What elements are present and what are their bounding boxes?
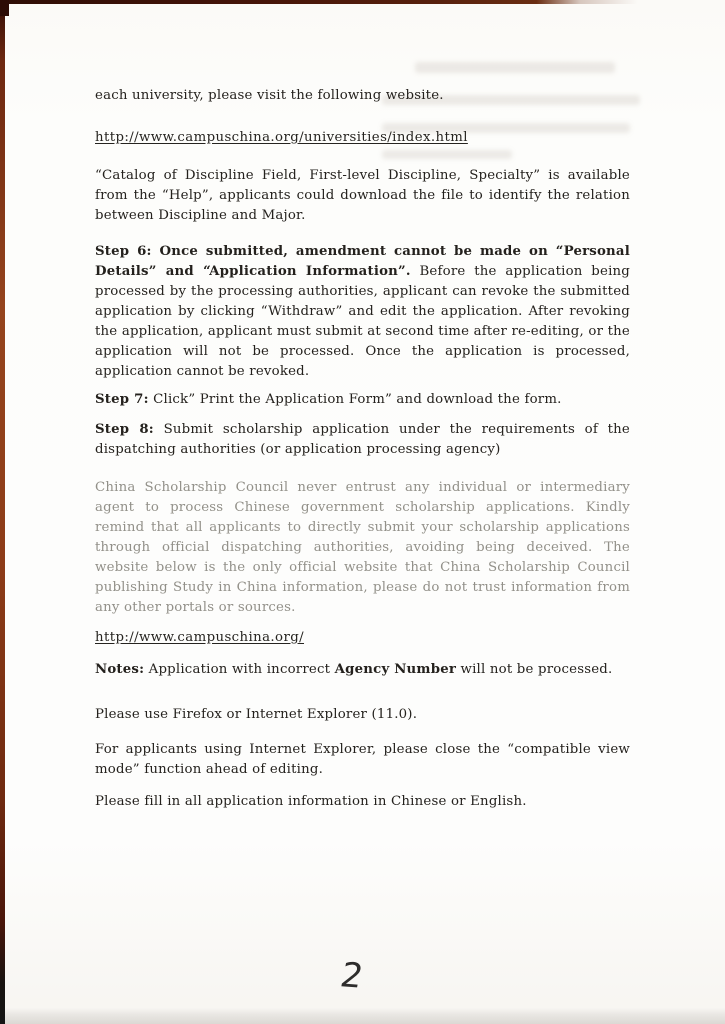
browser-requirement-line: Please use Firefox or Internet Explorer (11.0). <box>95 707 418 722</box>
agency-number-emphasis: Agency Number <box>334 662 457 677</box>
university-link-line <box>95 128 630 148</box>
notes-label: Notes: <box>95 662 145 677</box>
step7-body-text: Click” Print the Application Form” and download the form. <box>148 392 562 407</box>
official-link-line <box>95 628 630 648</box>
notes-text-before: Application with incorrect <box>144 662 335 677</box>
handwritten-page-number: 2 <box>337 955 367 997</box>
scan-edge-bottom-artifact <box>0 1008 725 1024</box>
scan-edge-left-artifact <box>0 0 5 1024</box>
scan-edge-top-artifact <box>0 0 725 4</box>
step6-paragraph <box>95 242 630 382</box>
campuschina-universities-link[interactable]: http://www.campuschina.org/universities/index.html <box>95 130 468 145</box>
scan-corner-artifact <box>0 0 9 16</box>
step6-heading: Step 6: Once submitted, amendment cannot be made on “Personal Details” and “Application Information”. <box>95 244 630 279</box>
intro-line: each university, please visit the following website. <box>95 88 444 103</box>
disclaimer-paragraph: China Scholarship Council never entrust any individual or intermediary agent to process Chinese government scholarship applications. Kindly remind that all applicants to directly submit your scholarship applications through official dispatching authorities, avoiding being deceived. The website below is the only official website that China Scholarship Council publishing Study in China information, please do not trust information from any other portals or sources. <box>95 480 630 615</box>
step7-heading: Step 7: <box>95 392 149 407</box>
step8-paragraph <box>95 420 630 460</box>
step8-body-text: Submit scholarship application under the requirements of the dispatching authorities (or application processing agency) <box>95 422 630 457</box>
step8-heading: Step 8: <box>95 422 154 437</box>
ie-compatibility-line: For applicants using Internet Explorer, please close the “compatible view mode” function ahead of editing. <box>95 742 630 777</box>
step6-body-text: Before the application being processed by the processing authorities, applicant can revoke the submitted application by clicking “Withdraw” and edit the application. After revoking the application, applicant must submit at second time after re-editing, or the application will not be processed. Once the application is processed, application cannot be revoked. <box>95 264 631 379</box>
catalog-paragraph: “Catalog of Discipline Field, First-level Discipline, Specialty” is available from the “Help”, applicants could download the file to identify the relation between Discipline and Major. <box>95 168 630 223</box>
language-requirement-line: Please fill in all application information in Chinese or English. <box>95 794 527 809</box>
notes-line <box>95 660 630 680</box>
campuschina-official-link[interactable]: http://www.campuschina.org/ <box>95 630 305 645</box>
step7-paragraph <box>95 390 630 410</box>
notes-text-after: will not be processed. <box>456 662 613 677</box>
